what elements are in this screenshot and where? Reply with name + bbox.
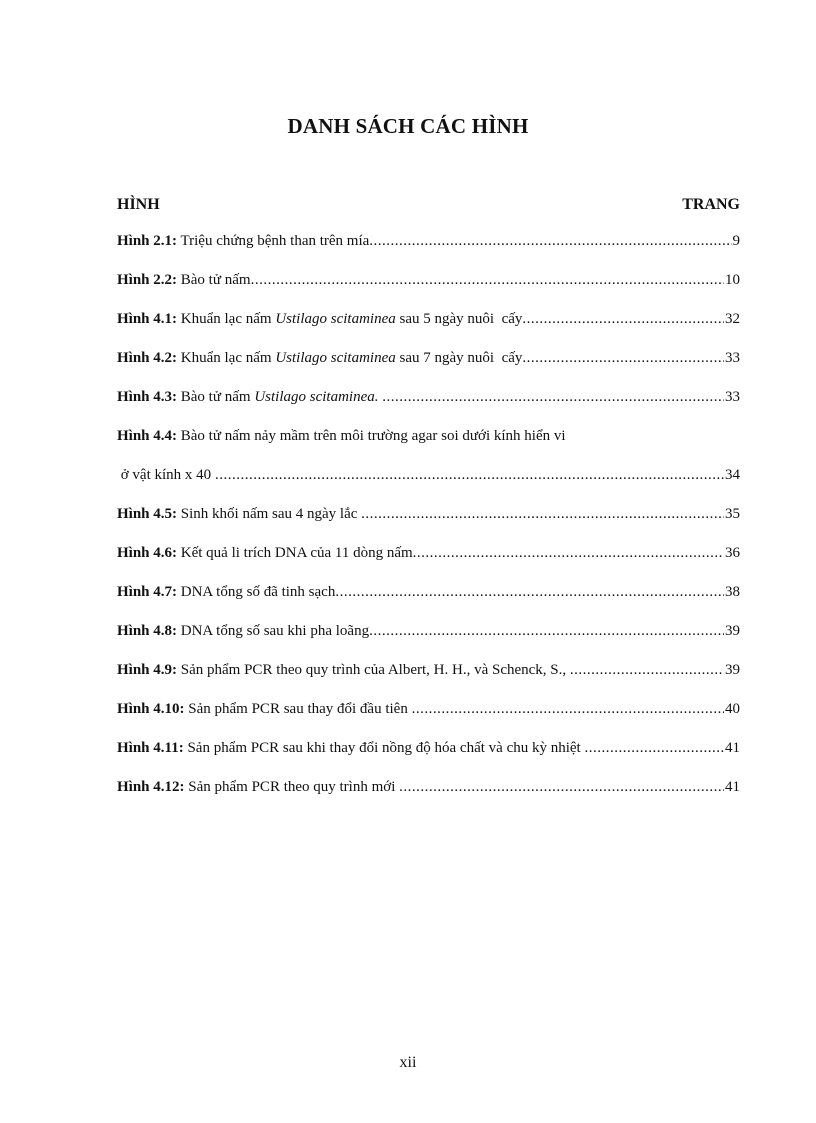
- header-page: TRANG: [682, 196, 740, 213]
- figure-page: 38: [725, 584, 740, 600]
- list-item[interactable]: [117, 778, 740, 797]
- figure-caption: Sinh khối nấm sau 4 ngày lắc: [177, 506, 362, 522]
- figure-label: Hình 4.4:: [117, 428, 178, 444]
- figure-caption: DNA tổng số đã tinh sạch: [177, 584, 336, 600]
- figure-page: 34: [725, 467, 740, 483]
- figure-caption: DNA tổng số sau khi pha loãng: [177, 623, 370, 639]
- list-item[interactable]: [117, 310, 740, 329]
- header-figure: HÌNH: [117, 196, 160, 213]
- figure-label: Hình 4.5:: [117, 506, 178, 522]
- figure-label: Hình 4.11:: [117, 740, 184, 756]
- figure-label: Hình 4.12:: [117, 779, 185, 795]
- dot-leader: [522, 349, 724, 368]
- list-item[interactable]: [117, 232, 740, 251]
- dot-leader: [369, 622, 724, 641]
- figure-label: Hình 2.2:: [117, 272, 178, 288]
- page-title: DANH SÁCH CÁC HÌNH: [287, 114, 529, 138]
- figure-page: 41: [725, 740, 740, 756]
- figure-label: Hình 2.1:: [117, 233, 178, 249]
- figure-page: 33: [725, 389, 740, 405]
- dot-leader: [412, 700, 724, 719]
- figure-label: Hình 4.3:: [117, 389, 178, 405]
- figure-page: 33: [725, 350, 740, 366]
- list-header: [117, 196, 740, 214]
- figure-label: Hình 4.7:: [117, 584, 178, 600]
- figure-list: [117, 232, 740, 817]
- figure-caption: Sản phẩm PCR sau khi thay đổi nồng độ hóa chất và chu kỳ nhiệt: [183, 740, 585, 756]
- dot-leader: [215, 466, 724, 485]
- list-item[interactable]: [117, 661, 740, 680]
- list-item[interactable]: [117, 349, 740, 368]
- figure-label: Hình 4.1:: [117, 311, 178, 327]
- figure-label: Hình 4.6:: [117, 545, 178, 561]
- dot-leader: [335, 583, 724, 602]
- dot-leader: [570, 661, 724, 680]
- figure-caption: Khuẩn lạc nấm: [177, 350, 276, 366]
- figure-label: Hình 4.9:: [117, 662, 178, 678]
- list-item[interactable]: [117, 700, 740, 719]
- figure-caption-rest: sau 5 ngày nuôi cấy: [395, 311, 523, 327]
- figure-page: 35: [725, 506, 740, 522]
- dot-leader: [522, 310, 724, 329]
- list-item[interactable]: [117, 739, 740, 758]
- figure-caption: Bào tử nấm: [177, 272, 251, 288]
- figure-caption: Kết quả li trích DNA của 11 dòng nấm: [177, 545, 413, 561]
- figure-page: 41: [725, 779, 740, 795]
- list-item[interactable]: [117, 427, 740, 485]
- dot-leader: [361, 505, 724, 524]
- page-number: xii: [399, 1054, 417, 1071]
- figure-label: Hình 4.8:: [117, 623, 178, 639]
- figure-caption: Bào tử nấm: [177, 389, 255, 405]
- dot-leader: [413, 544, 724, 563]
- figure-page: 32: [725, 311, 740, 327]
- list-item[interactable]: [117, 583, 740, 602]
- figure-label: Hình 4.10:: [117, 701, 185, 717]
- figure-page: 9: [732, 233, 740, 249]
- figure-caption-rest: sau 7 ngày nuôi cấy: [395, 350, 523, 366]
- dot-leader: [369, 232, 731, 251]
- figure-caption: Triệu chứng bệnh than trên mía: [177, 233, 370, 249]
- figure-page: 39: [725, 623, 740, 639]
- list-item[interactable]: [117, 505, 740, 524]
- list-item[interactable]: [117, 388, 740, 407]
- list-item[interactable]: [117, 544, 740, 563]
- list-item[interactable]: [117, 271, 740, 290]
- figure-page: 10: [725, 272, 740, 288]
- dot-leader: [399, 778, 724, 797]
- dot-leader: [251, 271, 724, 290]
- figure-caption: Sản phẩm PCR theo quy trình của Albert, H. H., và Schenck, S.,: [177, 662, 570, 678]
- figure-page: 36: [725, 545, 740, 561]
- figure-page: 40: [725, 701, 740, 717]
- figure-caption: Sản phẩm PCR sau thay đổi đầu tiên: [184, 701, 412, 717]
- figure-label: Hình 4.2:: [117, 350, 178, 366]
- figure-caption-line2: ở vật kính x 40: [117, 467, 215, 483]
- list-item[interactable]: [117, 622, 740, 641]
- figure-caption: Sản phẩm PCR theo quy trình mới: [184, 779, 400, 795]
- dot-leader: [584, 739, 724, 758]
- figure-page: 39: [725, 662, 740, 678]
- dot-leader: [382, 388, 724, 407]
- figure-caption: Bào tử nấm nảy mầm trên môi trường agar soi dưới kính hiển vi: [177, 428, 566, 444]
- figure-caption: Khuẩn lạc nấm: [177, 311, 276, 327]
- species-name: Ustilago scitaminea: [275, 311, 396, 327]
- species-name: Ustilago scitaminea.: [254, 389, 379, 405]
- species-name: Ustilago scitaminea: [275, 350, 396, 366]
